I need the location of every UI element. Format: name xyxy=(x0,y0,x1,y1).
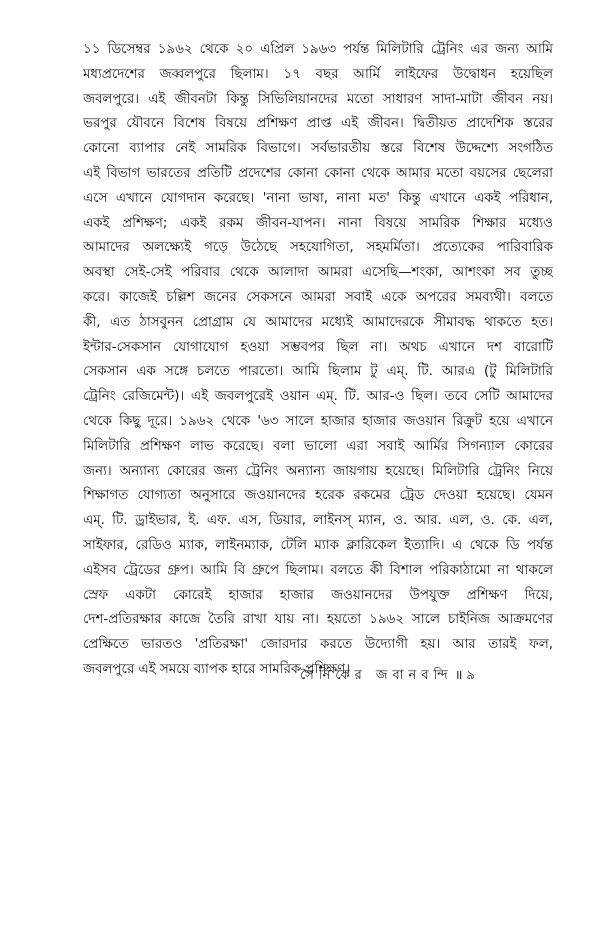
text-line: ১১ ডিসেম্বর ১৯৬২ থেকে ২০ এপ্রিল ১৯৬৩ পর্যন্ত মিলিটারি ট্রেনিং এর জন্য আমি xyxy=(83,42,553,57)
page-number: ৯ xyxy=(466,668,475,683)
text-line: অবস্থা সেই-সেই পরিবার থেকে আলাদা আমরা এসেছি—শংকা, আশংকা সব তুচ্ছ xyxy=(83,265,553,281)
text-line: আমাদের অলক্ষ্যেই গড়ে উঠেছে সহযোগিতা, সহমর্মিতা। প্রত্যেকের পারিবারিক xyxy=(83,240,553,256)
text-line: একই প্রশিক্ষণ; একই রকম জীবন-যাপন। নানা বিষয়ে সামরিক শিক্ষার মধ্যেও xyxy=(83,215,553,231)
page-footer xyxy=(300,665,554,687)
text-line: করে। কাজেই চল্লিশ জনের সেকসনে আমরা সবাই একে অপরের সমব্যথী। বলতে xyxy=(83,289,553,305)
text-line: এইসব ট্রেডের গ্রুপ। আমি বি গ্রুপে ছিলাম। বলতে কী বিশাল পরিকাঠামো না থাকলে xyxy=(83,562,553,578)
text-line: দেশ-প্রতিরক্ষার কাজে তৈরি রাখা যায় না। হয়তো ১৯৬২ সালে চাইনিজ আক্রমণের xyxy=(83,612,553,628)
text-line: ট্রেনিং রেজিমেন্ট)। এই জবলপুরেই ওয়ান এম্. টি. আর-ও ছিল। তবে সেটি আমাদের xyxy=(83,389,553,405)
text-line: ভরপুর যৌবনে বিশেষ বিষয়ে প্রশিক্ষণ প্রাপ্ত এই জীবন। দ্বিতীয়ত প্রাদেশিক স্তরের xyxy=(83,116,553,132)
text-line: ইন্টার-সেকসান যোগাযোগ হওয়া সম্ভবপর ছিল না। অথচ এখানে দশ বারোটি xyxy=(83,339,553,355)
footer-separator: ॥ xyxy=(454,668,463,683)
text-line: শিক্ষাগত যোগ্যতা অনুসারে জওয়ানদের হরেক রকমের ট্রেড দেওয়া হয়েছে। যেমন xyxy=(83,488,553,504)
body-paragraph xyxy=(83,38,553,683)
text-line: সেকসান এক সঙ্গে চলতে পারতো। আমি ছিলাম টু এম্. টি. আরএ (টু মিলিটারি xyxy=(83,364,553,380)
text-line: কী, এত ঠাসবুনন প্রোগ্রাম যে আমাদের মধ্যেই আমাদেরকে সীমাবদ্ধ থাকতে হত। xyxy=(83,314,553,330)
text-line: জবলপুরে এই সময়ে ব্যাপক হারে সামরিক প্রশিক্ষণ। xyxy=(83,661,351,677)
text-line: মধ্যপ্রদেশের জব্বলপুরে ছিলাম। ১৭ বছর আর্মি লাইফের উদ্বোধন হয়েছিল xyxy=(83,66,553,82)
text-line: জবলপুরে। এই জীবনটা কিন্তু সিভিলিয়ানদের মতো সাধারণ সাদা-মাটা জীবন নয়। xyxy=(83,91,553,107)
text-line: থেকে কিছু দূরে। ১৯৬২ থেকে '৬৩ সালে হাজার হাজার জওয়ান রিক্রুট হয়ে এখানে xyxy=(83,413,553,429)
text-line: মিলিটারি প্রশিক্ষণ লাভ করেছে। বলা ভালো এরা সবাই আর্মির সিগন্যাল কোরের xyxy=(83,438,553,454)
text-line: এই বিভাগ ভারতের প্রতিটি প্রদেশের কোনা কোনা থেকে আমার মতো বয়সের ছেলেরা xyxy=(83,165,553,181)
running-head: সৈনিকের জবানবন্দি xyxy=(300,668,453,683)
text-line: প্রেক্ষিতে ভারতও 'প্রতিরক্ষা' জোরদার করতে উদ্যোগী হয়। আর তারই ফল, xyxy=(83,637,553,653)
text-line: কোনো ব্যাপার নেই সামরিক বিভাগে। সর্বভারতীয় স্তরে বিশেষ উদ্দেশ্যে সংগঠিত xyxy=(83,141,553,157)
text-line: এসে এখানে যোগদান করেছে। 'নানা ভাষা, নানা মত' কিন্তু এখানে একই পরিধান, xyxy=(83,190,553,206)
text-line: সাইফার, রেডিও ম্যাক, লাইনম্যাক, টেলি ম্যাক ক্লারিকেল ইত্যাদি। এ থেকে ডি পর্যন্ত xyxy=(83,537,553,553)
text-line: স্রেফ একটা কোরেই হাজার হাজার জওয়ানদের উপযুক্ত প্রশিক্ষণ দিয়ে, xyxy=(83,587,553,603)
text-line: এম্. টি. ড্রাইভার, ই. এফ. এস, ডিয়ার, লাইনস্ ম্যান, ও. আর. এল, ও. কে. এল, xyxy=(83,513,553,529)
text-line: জন্য। অন্যান্য কোরের জন্য ট্রেনিং অন্যান্য জায়গায় হয়েছে। মিলিটারি ট্রেনিং নিয়ে xyxy=(83,463,553,479)
